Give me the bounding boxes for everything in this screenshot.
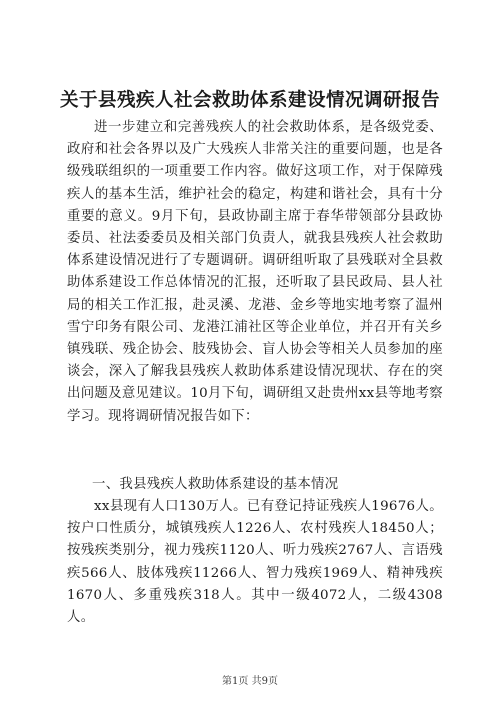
document-title: 关于县残疾人社会救助体系建设情况调研报告 (59, 90, 440, 111)
body-paragraph-statistics: xx县现有人口130万人。已有登记持证残疾人19676人。按户口性质分，城镇残疾人1226人、农村残疾人18450人；按残疾类别分，视力残疾1120人、听力残疾2767人、言语残疾566人、肢体残疾11266人、智力残疾1969人、精神残疾1670人、多重残疾318人。其中一级4072人，二级4308人。 (67, 499, 443, 626)
page-footer: 第1页 共9页 (222, 676, 278, 687)
body-paragraph-intro: 进一步建立和完善残疾人的社会救助体系，是各级党委、政府和社会各界以及广大残疾人非常关注的重要问题，也是各级残联组织的一项重要工作内容。做好这项工作，对于保障残疾人的基本生活，维护社会的稳定，构建和谐社会，具有十分重要的意义。9月下旬，县政协副主席于春华带领部分县政协委员、社法委委员及相关部门负责人，就我县残疾人社会救助体系建设情况进行了专题调研。调研组听取了县残联对全县救助体系建设工作总体情况的汇报，还听取了县民政局、县人社局的相关工作汇报，赴灵溪、龙港、金乡等地实地考察了温州雪宁印务有限公司、龙港江浦社区等企业单位，并召开有关乡镇残联、残企协会、肢残协会、盲人协会等相关人员参加的座谈会，深入了解我县残疾人救助体系建设情况现状、存在的突出问题及意见建议。10月下旬，调研组又赴贵州xx县等地考察学习。现将调研情况报告如下： (67, 120, 443, 424)
section-heading-basic-situation: 一、我县残疾人救助体系建设的基本情况 (92, 477, 339, 492)
